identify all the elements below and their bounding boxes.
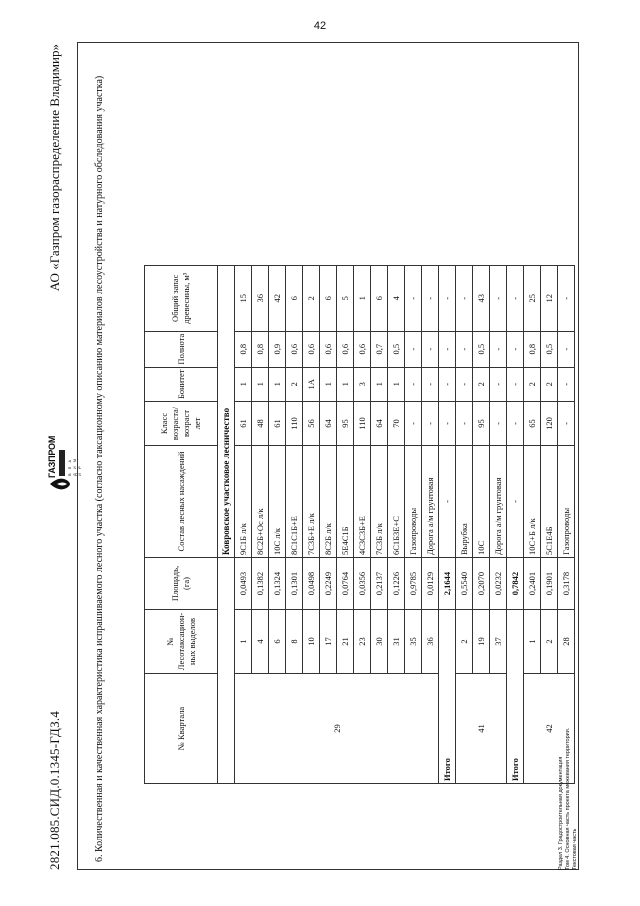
table-cell: 64 (320, 402, 337, 446)
table-cell: - (422, 367, 439, 401)
page-footer (558, 728, 579, 870)
table-cell: - (507, 367, 524, 401)
section-title: 6. Количественная и качественная характеристика испрашиваемого лесного участка (согласно таксационному описанию материалов лесоустройства и натурного обследования участка) (94, 75, 105, 862)
table-cell: 10С л/к (269, 446, 286, 558)
col-area: Площадь, (га) (145, 558, 218, 610)
table-cell: 0,0129 (422, 558, 439, 610)
empty-cell (218, 558, 235, 784)
rotated-sheet (47, 44, 587, 870)
table-cell: 0,0356 (354, 558, 371, 610)
table-cell: 0,2070 (473, 558, 490, 610)
table-cell: 10С+Б л/к (524, 446, 541, 558)
table-cell: 0,1226 (388, 558, 405, 610)
table-cell: 0,5 (473, 331, 490, 367)
forest-table (144, 265, 575, 784)
kvartal-cell: 42 (524, 674, 575, 784)
table-cell: 2 (541, 610, 558, 674)
table-cell: - (422, 402, 439, 446)
table-cell: - (439, 446, 456, 558)
table-cell: 0,0764 (337, 558, 354, 610)
table-cell: - (558, 331, 575, 367)
table-cell: 0,1901 (541, 558, 558, 610)
total-label: Итого (439, 610, 456, 784)
table-cell: - (405, 331, 422, 367)
table-cell: - (507, 402, 524, 446)
table-cell: 19 (473, 610, 490, 674)
table-cell: 2 (541, 367, 558, 401)
band-label: Ковровское участковое лесничество (218, 265, 235, 557)
table-cell: 6С1Б3Е+С (388, 446, 405, 558)
kvartal-cell: 29 (235, 674, 439, 784)
table-cell: 42 (269, 265, 286, 331)
logo-wordmark: ГАЗПРОМ (47, 435, 57, 478)
table-cell: 1 (371, 367, 388, 401)
table-cell: - (456, 367, 473, 401)
table-cell: 0,8 (235, 331, 252, 367)
col-vydel: № Лесотаксацион-ных выделов (145, 610, 218, 674)
table-cell: 23 (354, 610, 371, 674)
table-cell: 1А (303, 367, 320, 401)
table-cell: 64 (371, 402, 388, 446)
table-cell: 12 (541, 265, 558, 331)
table-cell: - (405, 367, 422, 401)
table-cell: 2 (286, 367, 303, 401)
table-cell: 31 (388, 610, 405, 674)
table-cell: 6 (371, 265, 388, 331)
table-cell: 1 (235, 367, 252, 401)
footer-line: Текстовая часть (572, 828, 578, 870)
col-age: Класс возраста/ возраст лет (145, 402, 218, 446)
table-cell: 0,3178 (558, 558, 575, 610)
table-cell: 95 (337, 402, 354, 446)
table-cell: - (490, 331, 507, 367)
table-cell: 0,5 (388, 331, 405, 367)
col-density: Полнота (145, 331, 218, 367)
table-cell: 0,1382 (252, 558, 269, 610)
table-cell: - (456, 265, 473, 331)
company-name: АО «Газпром газораспределение Владимир» (47, 44, 62, 292)
table-cell: 2 (524, 367, 541, 401)
table-cell: 6 (286, 265, 303, 331)
table-cell: - (558, 265, 575, 331)
table-cell: 0,2401 (524, 558, 541, 610)
table-cell: 1 (320, 367, 337, 401)
table-cell: 61 (269, 402, 286, 446)
table-cell: - (490, 367, 507, 401)
table-row (235, 265, 252, 783)
table-cell: - (422, 265, 439, 331)
table-cell: - (507, 265, 524, 331)
table-cell: - (456, 331, 473, 367)
table-cell: 0,9785 (405, 558, 422, 610)
table-cell: 28 (558, 610, 575, 674)
table-cell: 10С (473, 446, 490, 558)
table-cell: Вырубка (456, 446, 473, 558)
table-cell: 37 (490, 610, 507, 674)
table-cell: 0,7 (371, 331, 388, 367)
table-cell: 4С3С3Б+Е (354, 446, 371, 558)
table-cell: 4 (252, 610, 269, 674)
total-label: Итого (507, 610, 524, 784)
col-composition: Состав лесных насаждений (145, 446, 218, 558)
table-cell: 1 (524, 610, 541, 674)
table-cell: 0,6 (337, 331, 354, 367)
table-cell: - (507, 446, 524, 558)
table-cell: 25 (524, 265, 541, 331)
table-cell: 0,6 (303, 331, 320, 367)
table-cell: 4 (388, 265, 405, 331)
table-cell: 8С2Б+Ос л/к (252, 446, 269, 558)
table-cell: 0,0232 (490, 558, 507, 610)
document-code: 2821.085.СИД.0.1345-ГДЗ.4 (47, 710, 62, 870)
table-cell: 0,9 (269, 331, 286, 367)
table-cell: Дорога а/м грунтовая (490, 446, 507, 558)
table-cell: 30 (371, 610, 388, 674)
table-cell: 17 (320, 610, 337, 674)
table-cell: - (456, 402, 473, 446)
table-cell: - (439, 265, 456, 331)
table-cell: 1 (337, 367, 354, 401)
table-cell: 0,8 (524, 331, 541, 367)
table-cell: 8С2Б л/к (320, 446, 337, 558)
flame-icon (49, 476, 71, 492)
table-cell: 36 (252, 265, 269, 331)
table-cell: 1 (354, 265, 371, 331)
col-volume: Общий запас древесины, м³ (145, 265, 218, 331)
table-cell: 0,6 (354, 331, 371, 367)
table-cell: - (490, 265, 507, 331)
table-cell: 8С1С1Б+Е (286, 446, 303, 558)
table-cell: 0,2249 (320, 558, 337, 610)
table-cell: 1 (235, 610, 252, 674)
table-cell: 1 (252, 367, 269, 401)
table-cell: 2 (473, 367, 490, 401)
table-cell: 9С1Б л/к (235, 446, 252, 558)
table-cell: - (439, 402, 456, 446)
table-cell: - (422, 331, 439, 367)
table-cell: 36 (422, 610, 439, 674)
table-cell: Газопроводы (558, 446, 575, 558)
col-kvartal: № Квартала (145, 674, 218, 784)
table-cell: 43 (473, 265, 490, 331)
table-cell: 5 (337, 265, 354, 331)
table-cell: 21 (337, 610, 354, 674)
logo-subtitle: В Л А Д И М И Р (67, 457, 82, 476)
table-cell: 65 (524, 402, 541, 446)
table-cell: 6 (269, 610, 286, 674)
table-cell: - (439, 331, 456, 367)
table-cell: 5С1Е4Б (541, 446, 558, 558)
table-cell: - (405, 265, 422, 331)
table-cell: 0,5540 (456, 558, 473, 610)
table-cell: 10 (303, 610, 320, 674)
table-cell: 70 (388, 402, 405, 446)
table-cell: 0,8 (252, 331, 269, 367)
footer-line: Том 4. Основная часть проекта межевания территории. (565, 727, 571, 870)
table-cell: 2 (303, 265, 320, 331)
table-cell: 0,2137 (371, 558, 388, 610)
table-cell: 110 (354, 402, 371, 446)
table-cell: 15 (235, 265, 252, 331)
table-cell: 7С3Б+Е л/к (303, 446, 320, 558)
table-cell: 5Е4С1Б (337, 446, 354, 558)
table-cell: Газопроводы (405, 446, 422, 558)
table-cell: 7С3Б л/к (371, 446, 388, 558)
table-cell: 3 (354, 367, 371, 401)
table-cell: - (439, 367, 456, 401)
page-number: 42 (313, 20, 327, 32)
table-cell: 0,0493 (235, 558, 252, 610)
table-cell: 56 (303, 402, 320, 446)
total-row (507, 265, 524, 783)
table-cell: 0,6 (320, 331, 337, 367)
logo-bar (59, 450, 65, 476)
total-area: 2,1644 (439, 558, 456, 610)
kvartal-cell: 41 (456, 674, 507, 784)
table-header-row (145, 265, 218, 783)
table-cell: 0,5 (541, 331, 558, 367)
table-cell: 61 (235, 402, 252, 446)
table-cell: - (507, 331, 524, 367)
table-cell: - (490, 402, 507, 446)
table-cell: Дорога а/м грунтовая (422, 446, 439, 558)
table-cell: 6 (320, 265, 337, 331)
table-cell: - (405, 402, 422, 446)
col-bonitet: Бонитет (145, 367, 218, 401)
band-row (218, 265, 235, 783)
table-row (524, 265, 541, 783)
table-cell: 0,1324 (269, 558, 286, 610)
table-cell: 1 (269, 367, 286, 401)
table-cell: 110 (286, 402, 303, 446)
table-cell: 35 (405, 610, 422, 674)
table-cell: 2 (456, 610, 473, 674)
table-row (456, 265, 473, 783)
table-cell: - (558, 367, 575, 401)
table-cell: 0,6 (286, 331, 303, 367)
table-cell: 0,1301 (286, 558, 303, 610)
table-cell: 48 (252, 402, 269, 446)
table-cell: 0,0498 (303, 558, 320, 610)
table-cell: - (558, 402, 575, 446)
table-cell: 1 (388, 367, 405, 401)
total-area: 0,7842 (507, 558, 524, 610)
table-cell: 120 (541, 402, 558, 446)
footer-line: Раздел 3. Градостроительная документация (558, 756, 564, 870)
table-cell: 95 (473, 402, 490, 446)
total-row (439, 265, 456, 783)
table-cell: 8 (286, 610, 303, 674)
